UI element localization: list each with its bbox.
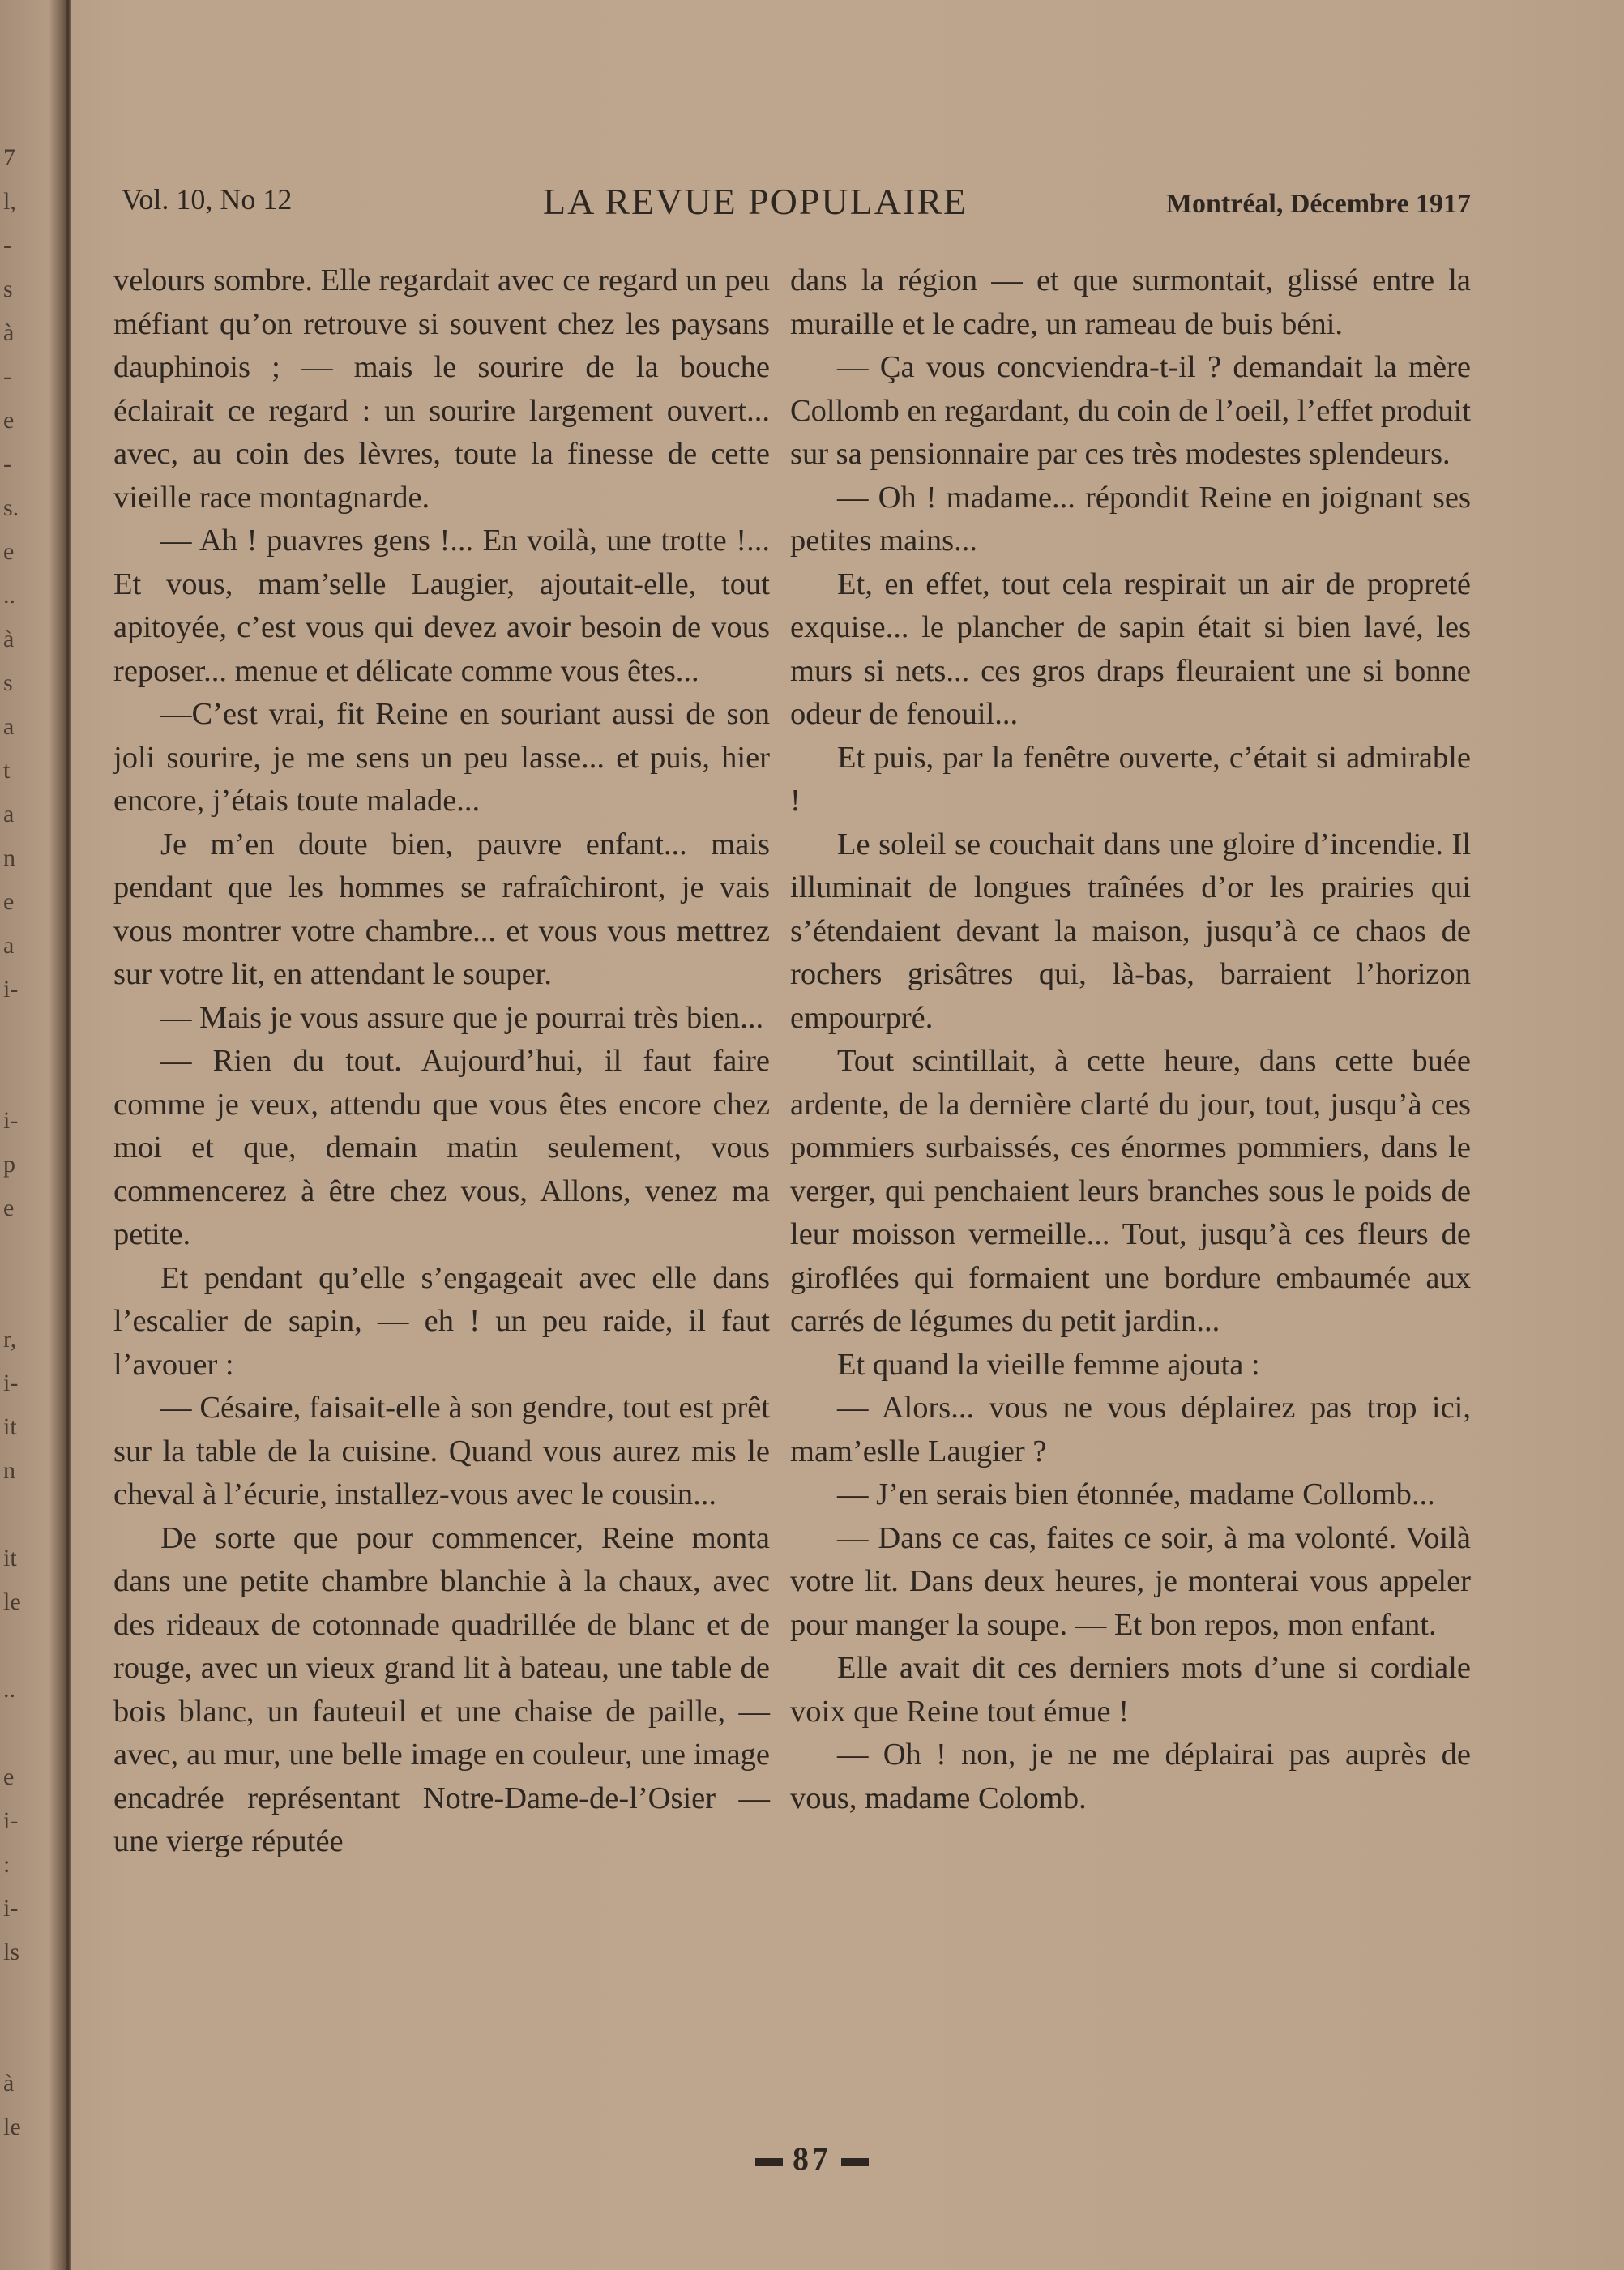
right-column: [790, 259, 1471, 1820]
previous-page-margin: [0, 138, 57, 2140]
margin-fragment: s: [3, 276, 13, 302]
paragraph: Elle avait dit ces derniers mots d’une si cordiale voix que Reine tout émue !: [790, 1651, 1471, 1729]
paragraph: dans la région — et que surmontait, glissé entre la muraille et le cadre, un rameau de buis béni.: [790, 263, 1471, 341]
margin-fragment: a: [3, 801, 15, 827]
margin-fragment: l,: [3, 188, 16, 215]
margin-fragment: [0, 1276, 57, 1319]
paragraph: Et, en effet, tout cela respirait un air de propreté exquise... le plancher de sapin était si bien lavé, les murs si nets... ces gros draps fleuraient une si bonne odeur de fenouil...: [790, 566, 1471, 731]
footer-dash-right: [841, 2158, 869, 2166]
margin-fragment: a: [3, 932, 15, 959]
paragraph: — Ça vous concviendra-t-il ? demandait la mère Collomb en regardant, du coin de l’oeil, l’effet produit sur sa pensionnaire par ces très modestes splendeurs.: [790, 350, 1471, 471]
margin-fragment: :: [3, 1851, 11, 1878]
paragraph: Et quand la vieille femme ajouta :: [837, 1347, 1260, 1382]
margin-fragment: t: [3, 757, 11, 784]
volume-label: Vol. 10, No 12: [122, 183, 293, 216]
margin-fragment: -: [3, 232, 11, 259]
margin-fragment: r,: [3, 1326, 17, 1353]
margin-fragment: le: [3, 1588, 21, 1615]
paragraph: — Césaire, faisait-elle à son gendre, tout est prêt sur la table de la cuisine. Quand vous aurez mis le cheval à l’écurie, installez-vous avec le cousin...: [113, 1391, 770, 1511]
margin-fragment: e: [3, 538, 15, 565]
margin-fragment: i-: [3, 1370, 19, 1396]
margin-fragment: [0, 1713, 57, 1757]
magazine-title: LA REVUE POPULAIRE: [543, 181, 968, 222]
margin-fragment: [0, 1232, 57, 1276]
page-number: 87: [793, 2140, 831, 2177]
margin-fragment: ..: [3, 1676, 15, 1703]
page-footer: [0, 2140, 1624, 2178]
paragraph: — Alors... vous ne vous déplairez pas trop ici, mam’eslle Laugier ?: [790, 1391, 1471, 1468]
margin-fragment: n: [3, 844, 15, 871]
margin-fragment: [0, 1013, 57, 1057]
margin-fragment: ..: [3, 582, 15, 609]
margin-fragment: e: [3, 407, 15, 434]
margin-fragment: -: [3, 451, 11, 477]
paragraph: — Oh ! madame... répondit Reine en joignant ses petites mains...: [790, 480, 1471, 558]
left-column: [113, 259, 770, 1864]
paragraph: Le soleil se couchait dans une gloire d’incendie. Il illuminait de longues traînées d’or les prairies qui s’étendaient devant la maison, jusqu’à ce chaos de rochers grisâtres qui, là-bas, barraient l’horizon empourpré.: [790, 827, 1471, 1035]
paragraph: — Dans ce cas, faites ce soir, à ma volonté. Voilà votre lit. Dans deux heures, je monterai vous appeler pour manger la soupe. — Et bon repos, mon enfant.: [790, 1520, 1471, 1642]
paragraph: — J’en serais bien étonnée, madame Collomb...: [837, 1477, 1435, 1511]
margin-fragment: 7: [3, 144, 15, 171]
margin-fragment: i-: [3, 1107, 19, 1134]
margin-fragment: p: [3, 1151, 15, 1178]
margin-fragment: i-: [3, 976, 19, 1002]
margin-fragment: le: [3, 2114, 21, 2140]
margin-fragment: n: [3, 1457, 15, 1484]
margin-fragment: à: [3, 2070, 15, 2097]
paragraph: — Oh ! non, je ne me déplairai pas auprès de vous, madame Colomb.: [790, 1738, 1471, 1815]
margin-fragment: e: [3, 1195, 15, 1221]
margin-fragment: à: [3, 626, 15, 652]
page-header: [122, 182, 1471, 239]
margin-fragment: i-: [3, 1895, 19, 1922]
paragraph: — Rien du tout. Aujourd’hui, il faut faire comme je veux, attendu que vous êtes encore chez moi et que, demain matin seulement, vous commencerez à être chez vous, Allons, venez ma petite.: [113, 1044, 770, 1251]
margin-fragment: ls: [3, 1939, 20, 1965]
margin-fragment: [0, 2020, 57, 2063]
margin-fragment: it: [3, 1545, 17, 1571]
margin-fragment: e: [3, 888, 15, 915]
paragraph: De sorte que pour commencer, Reine monta dans une petite chambre blanchie à la chaux, avec des rideaux de cotonnade quadrillée de blanc et de rouge, avec un vieux grand lit à bateau, une table de bois blanc, un fauteuil et une chaise de paille, — avec, au mur, une belle image en couleur, une image encadrée représentant Notre-Dame-de-l’Osier — une vierge réputée: [113, 1520, 770, 1858]
margin-fragment: -: [3, 363, 11, 390]
margin-fragment: e: [3, 1763, 15, 1790]
issue-date: Montréal, Décembre 1917: [1165, 189, 1471, 219]
margin-fragment: i-: [3, 1807, 19, 1834]
paragraph: Et pendant qu’elle s’engageait avec elle dans l’escalier de sapin, — eh ! un peu raide, il faut l’avouer :: [113, 1260, 770, 1382]
margin-fragment: s.: [3, 494, 19, 521]
margin-fragment: à: [3, 319, 15, 346]
paragraph: velours sombre. Elle regardait avec ce regard un peu méfiant qu’on retrouve si souvent chez les paysans dauphinois ; — mais le sourire de la bouche éclairait ce regard : un sourire largement ouvert... avec, au coin des lèvres, toute la finesse de cette vieille race montagnarde.: [113, 263, 770, 515]
paragraph: Je m’en doute bien, pauvre enfant... mais pendant que les hommes se rafraîchiront, je vais vous montrer votre chambre... et vous vous mettrez sur votre lit, en attendant le souper.: [113, 827, 770, 991]
margin-fragment: it: [3, 1413, 17, 1440]
margin-fragment: [0, 1494, 57, 1538]
margin-fragment: a: [3, 713, 15, 740]
paragraph: — Mais je vous assure que je pourrai très bien...: [160, 1000, 764, 1035]
paragraph: Tout scintillait, à cette heure, dans cette buée ardente, de la dernière clarté du jour, tout, jusqu’à ces pommiers surbaissés, ces énormes pommiers, dans le verger, qui penchaient leurs branches sous le poids de leur moisson vermeille... Tout, jusqu’à ces fleurs de giroflées qui formaient une bordure embaumée aux carrés de légumes du petit jardin...: [790, 1044, 1471, 1338]
margin-fragment: [0, 1976, 57, 2020]
paragraph: Et puis, par la fenêtre ouverte, c’était si admirable !: [790, 740, 1471, 818]
margin-fragment: s: [3, 669, 13, 696]
margin-fragment: [0, 1626, 57, 1669]
paragraph: — Ah ! puavres gens !... En voilà, une trotte !... Et vous, mam’selle Laugier, ajoutait-elle, tout apitoyée, c’est vous qui devez avoir besoin de vous reposer... menue et délicate comme vous êtes...: [113, 524, 770, 688]
margin-fragment: [0, 1057, 57, 1101]
paragraph: —C’est vrai, fit Reine en souriant aussi de son joli sourire, je me sens un peu lasse... et puis, hier encore, j’étais toute malade...: [113, 697, 770, 818]
footer-dash-left: [755, 2158, 783, 2166]
